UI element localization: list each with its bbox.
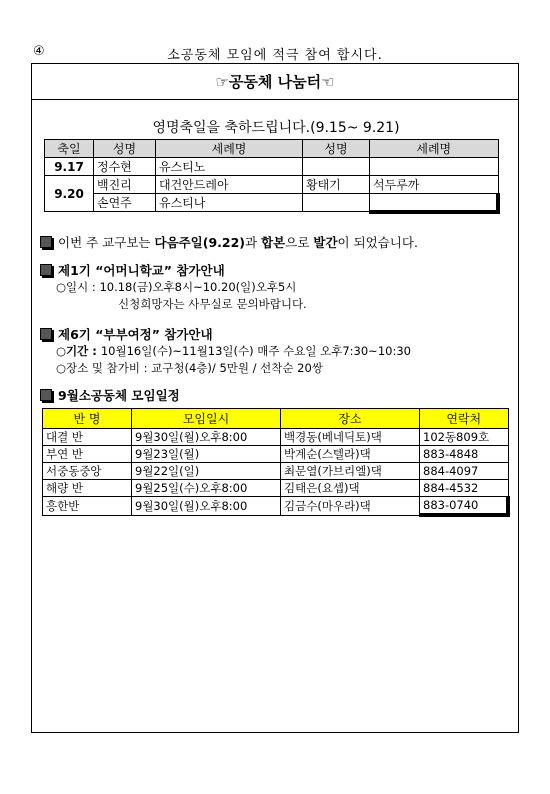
baptismal-name xyxy=(370,158,499,176)
feast-header-row xyxy=(45,140,499,158)
meeting-place: 최문열(가브리엘)댁 xyxy=(281,463,420,480)
feast-date: 9.20 xyxy=(45,176,94,212)
col-header: 반 명 xyxy=(43,409,132,429)
notice-title: 제6기 “부부여정” 참가안내 xyxy=(58,327,213,342)
baptismal-name: 유스티노 xyxy=(156,158,303,176)
contact: 884-4097 xyxy=(420,463,509,480)
meeting-datetime: 9월23일(월) xyxy=(132,446,281,463)
group-name: 대결 반 xyxy=(43,429,132,446)
meeting-place: 김태은(요셉)댁 xyxy=(281,480,420,497)
bulletin-frame xyxy=(31,63,519,733)
feast-row xyxy=(45,158,499,176)
meeting-table xyxy=(42,408,510,517)
feast-date: 9.17 xyxy=(45,158,94,176)
slogan: 소공동체 모임에 적극 참여 합시다. xyxy=(167,48,383,63)
notice-line: 신청희망자는 사무실로 문의바랍니다. xyxy=(118,297,307,311)
notice-line: ○기간 : 10월16일(수)~11월13일(수) 매주 수요일 오후7:30~10:30 xyxy=(56,344,411,358)
contact: 883-4848 xyxy=(420,446,509,463)
meeting-datetime: 9월22일(일) xyxy=(132,463,281,480)
feast-title: 영명축일을 축하드립니다.(9.15~ 9.21) xyxy=(152,120,400,136)
group-name: 서중동중앙 xyxy=(43,463,132,480)
col-header: 연락처 xyxy=(420,409,509,429)
person-name: 황태기 xyxy=(303,176,370,194)
notice-couples-journey xyxy=(40,326,411,377)
baptismal-name xyxy=(370,194,499,212)
person-name xyxy=(303,158,370,176)
group-name: 흥한반 xyxy=(43,497,132,516)
notice-line: ○일시 : 10.18(금)오후8시~10.20(일)오후5시 xyxy=(56,280,297,294)
meeting-row xyxy=(43,480,509,497)
meeting-row xyxy=(43,463,509,480)
person-name: 손연주 xyxy=(94,194,156,212)
square-bullet-icon xyxy=(40,236,52,248)
col-header: 장소 xyxy=(281,409,420,429)
notice-mothers-school xyxy=(40,262,307,313)
header-bar xyxy=(32,64,518,100)
col-header: 성명 xyxy=(303,140,370,158)
col-header: 세례명 xyxy=(370,140,499,158)
meeting-row xyxy=(43,429,509,446)
header-title: ☞공동체 나눔터☜ xyxy=(215,73,335,91)
meeting-row xyxy=(43,497,509,516)
col-header: 축일 xyxy=(45,140,94,158)
person-name: 백진리 xyxy=(94,176,156,194)
contact: 884-4532 xyxy=(420,480,509,497)
group-name: 해량 반 xyxy=(43,480,132,497)
square-bullet-icon xyxy=(40,328,52,340)
meeting-place: 백경동(베네딕토)댁 xyxy=(281,429,420,446)
meeting-row xyxy=(43,446,509,463)
col-header: 세례명 xyxy=(156,140,303,158)
meeting-header-row xyxy=(43,409,509,429)
meeting-place: 박계순(스텔라)댁 xyxy=(281,446,420,463)
person-name xyxy=(303,194,370,212)
group-name: 부연 반 xyxy=(43,446,132,463)
notice-line: ○장소 및 참가비 : 교구청(4층)/ 5만원 / 선착순 20쌍 xyxy=(56,361,323,375)
col-header: 성명 xyxy=(94,140,156,158)
meeting-place: 김금수(마우라)댁 xyxy=(281,497,420,516)
contact: 883-0740 xyxy=(420,497,509,516)
meeting-datetime: 9월30일(월)오후8:00 xyxy=(132,429,281,446)
contact: 102동809호 xyxy=(420,429,509,446)
feast-row xyxy=(45,176,499,194)
meeting-section-title: 9월소공동체 모임일정 xyxy=(40,387,180,404)
page-number: ④ xyxy=(33,44,45,59)
notice-bulletin: 이번 주 교구보는 다음주일(9.22)과 합본으로 발간이 되었습니다. xyxy=(40,234,418,251)
notice-title: 제1기 “어머니학교” 참가안내 xyxy=(58,263,225,278)
feast-table xyxy=(44,139,500,214)
person-name: 정수현 xyxy=(94,158,156,176)
baptismal-name: 대건안드레아 xyxy=(156,176,303,194)
meeting-datetime: 9월25일(수)오후8:00 xyxy=(132,480,281,497)
meeting-datetime: 9월30일(월)오후8:00 xyxy=(132,497,281,516)
baptismal-name: 석두루까 xyxy=(370,176,499,194)
col-header: 모임일시 xyxy=(132,409,281,429)
baptismal-name: 유스티나 xyxy=(156,194,303,212)
square-bullet-icon xyxy=(40,264,52,276)
square-bullet-icon xyxy=(40,389,52,401)
feast-row xyxy=(45,194,499,212)
